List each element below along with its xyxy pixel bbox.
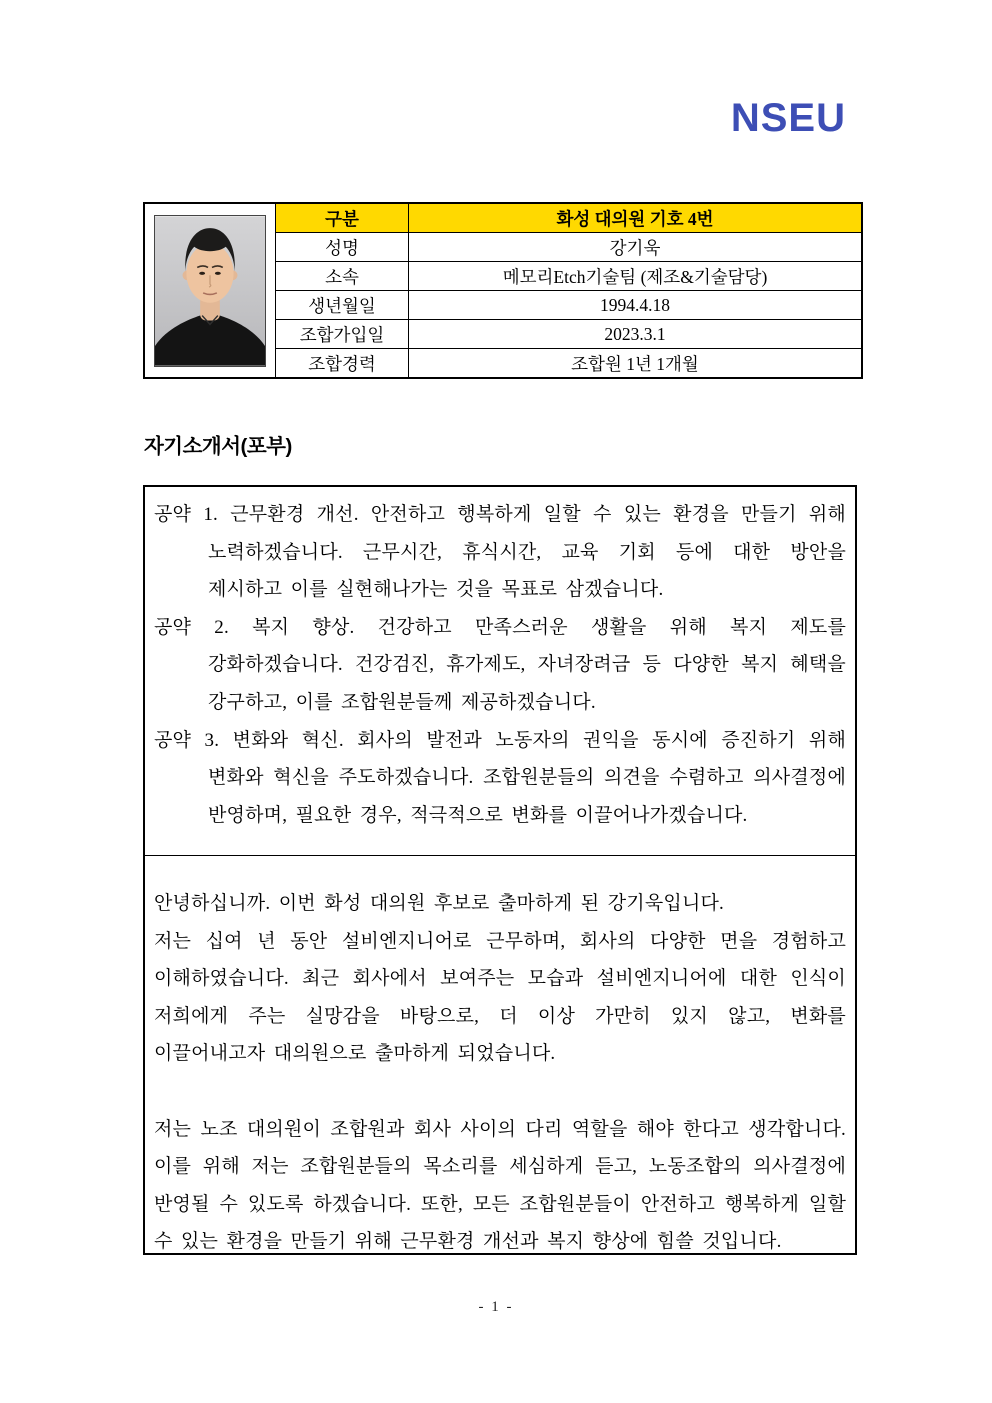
- row-value-gubun: 화성 대의원 기호 4번: [409, 203, 863, 233]
- intro-vision: 저는 노조 대의원이 조합원과 회사 사이의 다리 역할을 해야 한다고 생각합니다. 이를 위해 저는 조합원분들의 목소리를 세심하게 듣고, 노동조합의 의사결정에 반영될 수 있도록 하겠습니다. 또한, 모든 조합원분들이 안전하고 행복하게 일할 수 있는 환경을 만들기 위해 근무환경 개선과 복지 향상에 힘쓸 것입니다.: [154, 1118, 846, 1253]
- nseu-logo: NSEU: [730, 96, 846, 140]
- row-value-team: 메모리Etch기술팀 (제조&기술담당): [409, 262, 863, 291]
- pledge-3-text: 변화와 혁신. 회사의 발전과 노동자의 권익을 동시에 증진하기 위해 변화와 혁신을 주도하겠습니다. 조합원분들의 의견을 수렴하고 의사결정에 반영하며, 필요한 경우, 적극적으로 변화를 이끌어나가겠습니다.: [208, 729, 846, 826]
- row-label-name: 성명: [276, 233, 409, 262]
- row-value-join-date: 2023.3.1: [409, 320, 863, 349]
- row-value-birthdate: 1994.4.18: [409, 291, 863, 320]
- statement-box: [143, 485, 857, 1255]
- row-label-birthdate: 생년월일: [276, 291, 409, 320]
- row-label-union-career: 조합경력: [276, 349, 409, 379]
- candidate-photo: [154, 215, 266, 367]
- introduction-section: [145, 856, 855, 1261]
- row-value-name: 강기욱: [409, 233, 863, 262]
- pledge-1-text: 근무환경 개선. 안전하고 행복하게 일할 수 있는 환경을 만들기 위해 노력하겠습니다. 근무시간, 휴식시간, 교육 기회 등에 대한 방안을 제시하고 이를 실현해나가는 것을 목표로 삼겠습니다.: [208, 504, 846, 601]
- profile-table: [143, 202, 863, 379]
- row-label-gubun: 구분: [276, 203, 409, 233]
- pledge-2-text: 복지 향상. 건강하고 만족스러운 생활을 위해 복지 제도를 강화하겠습니다. 건강검진, 휴가제도, 자녀장려금 등 다양한 복지 혜택을 강구하고, 이를 조합원분들께 제공하겠습니다.: [208, 616, 846, 713]
- pledge-2-marker: 공약 2.: [154, 616, 229, 638]
- pledge-1: [154, 496, 846, 609]
- section-title: 자기소개서(포부): [144, 435, 292, 458]
- intro-background: 저는 십여 년 동안 설비엔지니어로 근무하며, 회사의 다양한 면을 경험하고 이해하였습니다. 최근 회사에서 보여주는 모습과 설비엔지니어에 대한 인식이 저희에게 주는 실망감을 바탕으로, 더 이상 가만히 있지 않고, 변화를 이끌어내고자 대의원으로 출마하게 되었습니다.: [154, 930, 846, 1065]
- photo-cell: [144, 203, 276, 378]
- pledges-section: [145, 487, 855, 856]
- pledge-1-marker: 공약 1.: [154, 504, 218, 525]
- page-number: - 1 -: [478, 1299, 514, 1315]
- pledge-3-marker: 공약 3.: [154, 729, 220, 751]
- row-label-team: 소속: [276, 262, 409, 291]
- row-value-union-career: 조합원 1년 1개월: [409, 349, 863, 379]
- pledge-2: [154, 609, 846, 722]
- intro-greeting: 안녕하십니까. 이번 화성 대의원 후보로 출마하게 된 강기욱입니다.: [154, 893, 725, 914]
- table-row: [144, 203, 862, 233]
- pledge-3: [154, 722, 846, 835]
- row-label-join-date: 조합가입일: [276, 320, 409, 349]
